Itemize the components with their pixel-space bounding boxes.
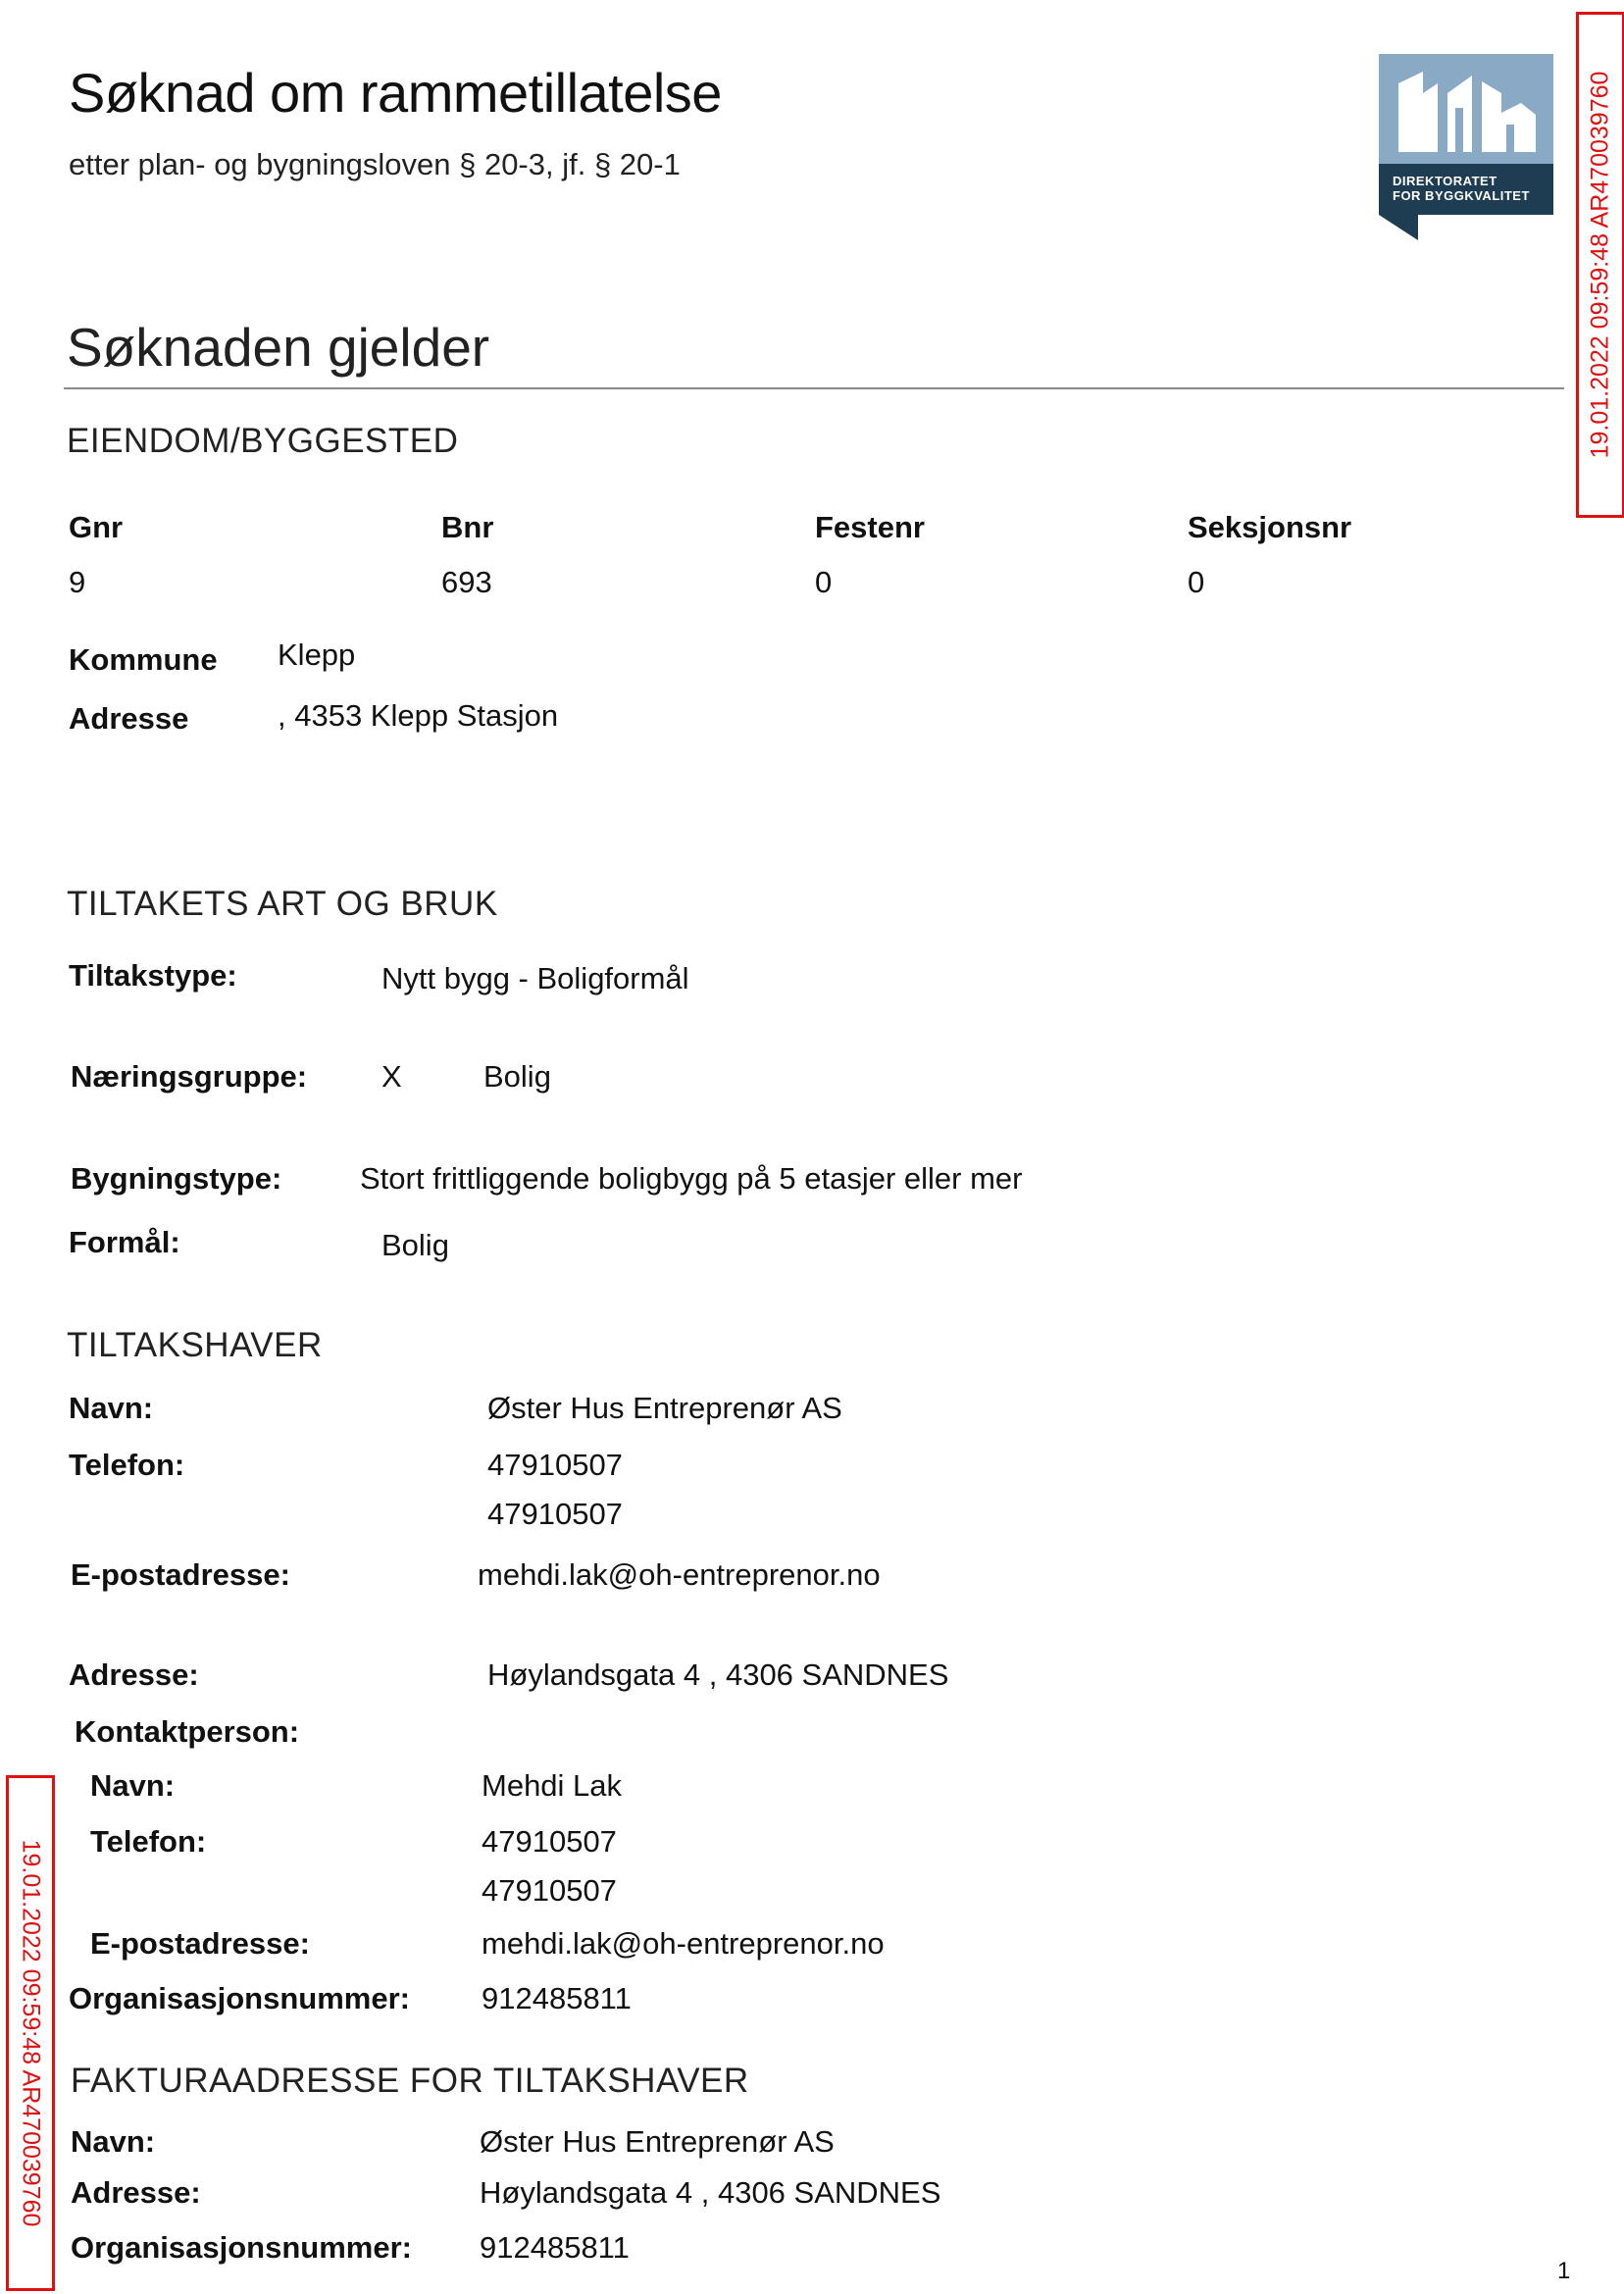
value-faktura-adresse: Høylandsgata 4 , 4306 SANDNES <box>480 2175 941 2210</box>
value-kontakt-epost: mehdi.lak@oh-entreprenor.no <box>482 1926 885 1961</box>
label-tiltakstype: Tiltakstype: <box>69 958 237 993</box>
timestamp-stamp-text: 19.01.2022 09:59:48 AR470039760 <box>17 1839 45 2227</box>
value-bnr: 693 <box>441 565 492 599</box>
heading-faktura: FAKTURAADRESSE FOR TILTAKSHAVER <box>71 2062 749 2100</box>
value-faktura-orgnr: 912485811 <box>480 2230 630 2265</box>
label-seksjonsnr: Seksjonsnr <box>1188 510 1352 544</box>
value-gnr: 9 <box>69 565 86 599</box>
value-bygningstype: Stort frittliggende boligbygg på 5 etasjer eller mer <box>360 1161 1023 1196</box>
label-kontaktperson: Kontaktperson: <box>75 1714 300 1749</box>
value-kommune: Klepp <box>278 637 356 672</box>
label-gnr: Gnr <box>69 510 124 544</box>
logo-building-graphic <box>1379 54 1553 164</box>
label-formal: Formål: <box>69 1225 180 1259</box>
value-naeringsgruppe-code: X <box>381 1059 402 1094</box>
label-kontakt-epost: E-postadresse: <box>90 1926 310 1961</box>
logo-line-2: FOR BYGGKVALITET <box>1393 188 1530 203</box>
value-telefon-2: 47910507 <box>487 1497 623 1531</box>
label-telefon: Telefon: <box>69 1448 185 1482</box>
label-bnr: Bnr <box>441 510 494 544</box>
section-heading-soknaden-gjelder: Søknaden gjelder <box>67 317 490 378</box>
value-festenr: 0 <box>815 565 833 599</box>
timestamp-stamp-text: 19.01.2022 09:59:48 AR470039760 <box>1586 71 1614 459</box>
label-kontakt-telefon: Telefon: <box>90 1824 207 1859</box>
label-orgnr: Organisasjonsnummer: <box>69 1981 410 2015</box>
value-orgnr: 912485811 <box>482 1981 632 2015</box>
timestamp-stamp-left <box>6 1775 55 2291</box>
label-faktura-navn: Navn: <box>71 2124 156 2159</box>
value-adresse-eiendom: , 4353 Klepp Stasjon <box>278 698 559 733</box>
label-adresse-tiltakshaver: Adresse: <box>69 1657 199 1692</box>
value-kontakt-telefon-1: 47910507 <box>482 1824 617 1859</box>
label-navn: Navn: <box>69 1391 154 1425</box>
value-tiltakstype: Nytt bygg - Boligformål <box>381 961 689 995</box>
label-festenr: Festenr <box>815 510 925 544</box>
document-title: Søknad om rammetillatelse <box>69 62 722 124</box>
timestamp-stamp-right <box>1576 12 1624 518</box>
value-faktura-navn: Øster Hus Entreprenør AS <box>480 2124 835 2159</box>
label-epost: E-postadresse: <box>71 1557 290 1592</box>
value-navn: Øster Hus Entreprenør AS <box>487 1391 842 1425</box>
logo-tail <box>1379 215 1418 240</box>
heading-tiltakshaver: TILTAKSHAVER <box>67 1326 323 1364</box>
label-adresse-eiendom: Adresse <box>69 701 189 736</box>
label-faktura-adresse: Adresse: <box>71 2175 201 2210</box>
label-faktura-orgnr: Organisasjonsnummer: <box>71 2230 412 2265</box>
label-kommune: Kommune <box>69 642 218 677</box>
value-seksjonsnr: 0 <box>1188 565 1205 599</box>
document-subtitle: etter plan- og bygningsloven § 20-3, jf. § 20-1 <box>69 147 681 181</box>
section-divider <box>64 387 1564 389</box>
value-kontakt-navn: Mehdi Lak <box>482 1768 623 1803</box>
value-telefon-1: 47910507 <box>487 1448 623 1482</box>
logo-name-band <box>1379 164 1553 215</box>
label-kontakt-navn: Navn: <box>90 1768 176 1803</box>
value-naeringsgruppe: Bolig <box>483 1059 551 1094</box>
value-formal: Bolig <box>381 1228 449 1262</box>
dibk-logo <box>1379 54 1553 240</box>
logo-line-1: DIREKTORATET <box>1393 174 1497 188</box>
value-epost: mehdi.lak@oh-entreprenor.no <box>478 1557 881 1592</box>
heading-tiltak: TILTAKETS ART OG BRUK <box>67 885 498 923</box>
label-naeringsgruppe: Næringsgruppe: <box>71 1059 308 1094</box>
heading-eiendom: EIENDOM/BYGGESTED <box>67 422 459 460</box>
value-kontakt-telefon-2: 47910507 <box>482 1873 617 1908</box>
page-number: 1 <box>1557 2258 1571 2284</box>
value-adresse-tiltakshaver: Høylandsgata 4 , 4306 SANDNES <box>487 1657 949 1692</box>
label-bygningstype: Bygningstype: <box>71 1161 282 1196</box>
